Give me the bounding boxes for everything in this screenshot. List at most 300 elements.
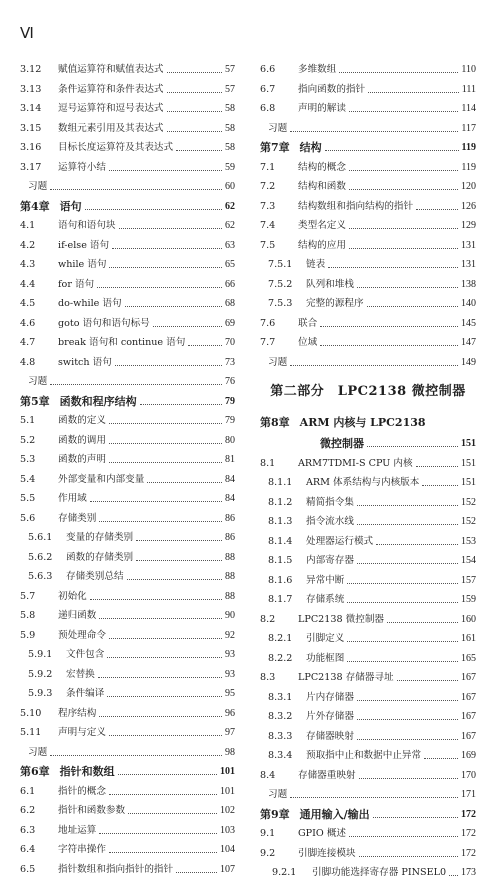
dot-leader xyxy=(109,423,222,424)
page-ref: 157 xyxy=(461,574,476,586)
page-ref: 160 xyxy=(461,613,476,625)
entry-title: 习题 xyxy=(268,789,288,800)
entry-number: 第7章 xyxy=(260,141,290,154)
toc-section xyxy=(20,60,235,80)
page-ref: 114 xyxy=(461,103,476,114)
dot-leader xyxy=(367,446,458,447)
entry-number: 5.4 xyxy=(20,473,36,485)
page-ref: 88 xyxy=(225,571,235,582)
dot-leader xyxy=(357,287,458,288)
entry-number: 8.3.3 xyxy=(268,730,293,742)
entry-number: 7.5.3 xyxy=(268,298,293,309)
entry-title: 外部变量和内部变量 xyxy=(58,473,145,485)
dot-leader xyxy=(347,602,458,603)
entry-title: 宏替换 xyxy=(66,668,95,680)
dot-leader xyxy=(99,833,217,834)
page-ref: 145 xyxy=(461,317,476,329)
toc-section xyxy=(20,801,235,821)
page-ref: 76 xyxy=(225,376,235,387)
page-ref: 138 xyxy=(461,278,476,290)
dot-leader xyxy=(167,111,222,112)
entry-title: 结构数组和指向结构的指针 xyxy=(298,200,414,212)
page-ref: 119 xyxy=(461,161,476,173)
entry-number: 3.13 xyxy=(20,83,42,95)
toc-section xyxy=(260,99,476,119)
page-ref: 169 xyxy=(461,750,476,761)
toc-section xyxy=(260,824,476,844)
entry-number: 5.7 xyxy=(20,590,36,602)
entry-number: 8.4 xyxy=(260,769,276,781)
dot-leader xyxy=(349,248,458,249)
dot-leader xyxy=(136,540,222,541)
dot-leader xyxy=(422,485,458,486)
entry-number: 8.2.1 xyxy=(268,633,293,644)
page-ref: 68 xyxy=(225,298,235,309)
page-ref: 161 xyxy=(461,633,476,644)
toc-section xyxy=(20,840,235,860)
entry-title: 文件包含 xyxy=(66,649,105,660)
dot-leader xyxy=(115,365,222,366)
entry-title: 片外存储器 xyxy=(306,711,354,722)
entry-number: 6.2 xyxy=(20,805,36,816)
page-ref: 58 xyxy=(225,122,235,134)
entry-number: 8.1.5 xyxy=(268,555,293,566)
entry-title: 指针的概念 xyxy=(58,785,106,797)
page-ref: 57 xyxy=(225,83,235,95)
page-ref: 167 xyxy=(461,730,476,742)
entry-number: 4.3 xyxy=(20,259,36,270)
toc-chapter xyxy=(260,138,476,158)
entry-title: GPIO 概述 xyxy=(298,828,347,839)
entry-number: 6.7 xyxy=(260,83,276,95)
dot-leader xyxy=(50,384,222,385)
toc-section xyxy=(20,294,235,314)
dot-leader xyxy=(140,404,222,405)
dot-leader xyxy=(347,641,458,642)
entry-number: 7.5.1 xyxy=(268,259,293,270)
dot-leader xyxy=(119,228,222,229)
toc-section xyxy=(20,587,235,607)
entry-number: 5.2 xyxy=(20,434,36,446)
entry-title: 结构的应用 xyxy=(298,239,346,251)
dot-leader xyxy=(424,758,458,759)
toc-section xyxy=(20,860,235,880)
part-title: 第二部分 LPC2138 微控制器 xyxy=(270,384,466,399)
entry-title: 习题 xyxy=(268,356,288,368)
entry-title: 联合 xyxy=(298,317,318,329)
entry-number: 8.2 xyxy=(260,613,276,625)
entry-title: 条件运算符和条件表达式 xyxy=(58,83,164,95)
entry-title: 习题 xyxy=(28,746,48,758)
toc-chapter xyxy=(260,805,476,825)
dot-leader xyxy=(90,599,222,600)
dot-leader xyxy=(387,622,458,623)
entry-number: 9.1 xyxy=(260,828,276,839)
entry-title: 异常中断 xyxy=(306,574,345,586)
entry-number: 5.3 xyxy=(20,454,36,465)
toc-section xyxy=(20,275,235,295)
toc-section xyxy=(260,236,476,256)
dot-leader xyxy=(176,872,217,873)
toc-subsection xyxy=(20,645,235,665)
entry-number: 7.5 xyxy=(260,239,276,251)
entry-number: 7.7 xyxy=(260,337,276,348)
dot-leader xyxy=(347,661,458,662)
page-ref: 60 xyxy=(225,181,235,192)
page-ref: 81 xyxy=(225,454,235,465)
toc-section xyxy=(20,411,235,431)
dot-leader xyxy=(290,365,458,366)
toc-subsection xyxy=(260,707,476,727)
page-ref: 152 xyxy=(461,496,476,508)
toc-right-column xyxy=(260,60,476,883)
page-ref: 84 xyxy=(225,493,235,504)
page-ref: 117 xyxy=(461,122,476,134)
toc-section xyxy=(260,766,476,786)
entry-title: if-else 语句 xyxy=(58,239,110,251)
entry-title: do-while 语句 xyxy=(58,298,122,309)
page-ref: 79 xyxy=(225,395,235,407)
entry-number: 4.7 xyxy=(20,337,36,348)
entry-title: 存储器重映射 xyxy=(298,769,356,781)
entry-title: 函数的定义 xyxy=(58,415,106,426)
dot-leader xyxy=(416,466,458,467)
toc-section xyxy=(20,158,235,178)
entry-number: 4.2 xyxy=(20,239,36,251)
entry-title: 链表 xyxy=(306,259,326,270)
entry-number: 6.5 xyxy=(20,863,36,875)
toc-section xyxy=(20,236,235,256)
dot-leader xyxy=(153,326,222,327)
dot-leader xyxy=(167,72,222,73)
toc-section xyxy=(20,606,235,626)
entry-title: 变量的存储类别 xyxy=(66,532,134,543)
page-ref: 151 xyxy=(461,457,476,469)
page-ref: 63 xyxy=(225,239,235,251)
entry-title: LPC2138 存储器寻址 xyxy=(298,672,394,683)
dot-leader xyxy=(357,719,458,720)
toc-section xyxy=(20,255,235,275)
entry-title: 存储系统 xyxy=(306,594,345,605)
dot-leader xyxy=(112,248,222,249)
toc-exercises xyxy=(260,353,476,373)
page-ref: 154 xyxy=(461,555,476,566)
dot-leader xyxy=(357,739,458,740)
toc-subsection xyxy=(260,551,476,571)
dot-leader xyxy=(167,92,222,93)
entry-number: 3.15 xyxy=(20,122,42,134)
page-ref: 140 xyxy=(461,298,476,309)
toc-section xyxy=(20,138,235,158)
entry-number: 3.17 xyxy=(20,161,42,173)
toc-exercises xyxy=(20,177,235,197)
dot-leader xyxy=(98,677,222,678)
entry-number: 7.2 xyxy=(260,181,276,192)
dot-leader xyxy=(85,209,222,210)
entry-number: 4.8 xyxy=(20,356,36,368)
entry-title: 语句 xyxy=(59,199,82,213)
dot-leader xyxy=(449,875,458,876)
toc-subsection xyxy=(260,473,476,493)
entry-title: 函数的调用 xyxy=(58,434,106,446)
page-ref: 92 xyxy=(225,629,235,641)
toc-section xyxy=(260,60,476,80)
toc-section xyxy=(260,333,476,353)
entry-number: 9.2 xyxy=(260,847,276,859)
entry-title: 通用输入/输出 xyxy=(299,807,370,821)
page-ref: 167 xyxy=(461,672,476,683)
dot-leader xyxy=(109,267,222,268)
toc-section xyxy=(20,509,235,529)
page-ref: 65 xyxy=(225,259,235,270)
entry-title: 功能框图 xyxy=(306,652,345,664)
entry-number: 3.12 xyxy=(20,64,42,75)
toc-section xyxy=(260,158,476,178)
page-ref: 172 xyxy=(461,808,476,820)
dot-leader xyxy=(359,778,458,779)
toc-section xyxy=(20,80,235,100)
page-ref: 86 xyxy=(225,512,235,524)
page-ref: 59 xyxy=(225,161,235,173)
entry-title: for 语句 xyxy=(58,278,95,290)
entry-number: 8.2.2 xyxy=(268,652,293,664)
entry-number: 8.1.3 xyxy=(268,516,293,527)
toc-subsection xyxy=(260,688,476,708)
entry-number: 5.1 xyxy=(20,415,36,426)
toc-section xyxy=(260,668,476,688)
page-ref: 101 xyxy=(220,785,235,797)
entry-number: 第6章 xyxy=(20,765,50,778)
page-ref: 151 xyxy=(461,438,476,449)
dot-leader xyxy=(347,583,458,584)
page-ref: 88 xyxy=(225,590,235,602)
entry-number: 5.6.3 xyxy=(28,571,53,582)
dot-leader xyxy=(109,638,222,639)
toc-chapter xyxy=(20,392,235,412)
page-ref: 170 xyxy=(461,769,476,781)
page-ref: 96 xyxy=(225,707,235,719)
toc-chapter xyxy=(20,197,235,217)
entry-title: 条件编译 xyxy=(66,688,105,699)
page-ref: 69 xyxy=(225,317,235,329)
toc-section xyxy=(20,353,235,373)
entry-title: 逗号运算符和逗号表达式 xyxy=(58,103,164,114)
dot-leader xyxy=(90,501,222,502)
toc-subsection xyxy=(20,528,235,548)
entry-title: 结构 xyxy=(299,141,322,154)
entry-title: goto 语句和语句标号 xyxy=(58,317,150,329)
toc-exercises xyxy=(20,743,235,763)
toc-section xyxy=(260,454,476,474)
dot-leader xyxy=(176,150,222,151)
dot-leader xyxy=(99,618,222,619)
toc-section xyxy=(260,177,476,197)
entry-number: 8.1.7 xyxy=(268,594,293,605)
dot-leader xyxy=(357,700,458,701)
toc-subsection xyxy=(260,532,476,552)
page-ref: 110 xyxy=(461,64,476,75)
page-ref: 90 xyxy=(225,610,235,621)
toc-subsection xyxy=(260,746,476,766)
toc-subsection xyxy=(20,548,235,568)
dot-leader xyxy=(359,856,458,857)
entry-number: 8.1.4 xyxy=(268,535,293,547)
toc-subsection xyxy=(260,275,476,295)
dot-leader xyxy=(107,696,222,697)
page-ref: 120 xyxy=(461,181,476,192)
entry-number: 6.3 xyxy=(20,824,36,836)
page-ref: 86 xyxy=(225,532,235,543)
entry-title: 引脚功能选择寄存器 PINSEL0 xyxy=(312,867,447,878)
page-ref: 104 xyxy=(220,844,235,855)
entry-title: 指向函数的指针 xyxy=(298,83,366,95)
entry-number: 5.6.2 xyxy=(28,551,53,563)
entry-number: 第5章 xyxy=(20,394,50,408)
toc-chapter xyxy=(20,762,235,782)
page-ref: 167 xyxy=(461,691,476,703)
page-ref: 126 xyxy=(461,200,476,212)
entry-title: 存储类别 xyxy=(58,512,97,524)
page-ref: 172 xyxy=(461,828,476,839)
page-ref: 95 xyxy=(225,688,235,699)
entry-title: ARM 体系结构与内核版本 xyxy=(306,477,420,488)
entry-number: 7.5.2 xyxy=(268,278,293,290)
page-ref: 102 xyxy=(220,805,235,816)
page-ref: 152 xyxy=(461,516,476,527)
toc-subsection xyxy=(260,590,476,610)
toc-section xyxy=(20,99,235,119)
dot-leader xyxy=(376,544,458,545)
toc-chapter-heading xyxy=(260,412,476,434)
entry-title: 声明与定义 xyxy=(58,727,106,738)
page-number: Ⅵ xyxy=(20,26,34,42)
page-ref: 80 xyxy=(225,434,235,446)
entry-number: 4.6 xyxy=(20,317,36,329)
entry-number: 6.8 xyxy=(260,103,276,114)
toc-left-column xyxy=(20,60,235,879)
dot-leader xyxy=(125,306,222,307)
page-ref: 107 xyxy=(220,863,235,875)
entry-title: 引脚连接模块 xyxy=(298,847,356,859)
dot-leader xyxy=(357,505,458,506)
entry-title: 语句和语句块 xyxy=(58,220,116,231)
entry-title: 微控制器 xyxy=(320,437,364,450)
dot-leader xyxy=(349,170,458,171)
entry-title: 程序结构 xyxy=(58,707,97,719)
toc-section xyxy=(20,450,235,470)
toc-subsection xyxy=(260,255,476,275)
entry-number: 9.2.1 xyxy=(272,867,297,878)
page-ref: 159 xyxy=(461,594,476,605)
entry-number: 5.5 xyxy=(20,493,36,504)
page-ref: 58 xyxy=(225,103,235,114)
entry-number: 5.9.1 xyxy=(28,649,53,660)
toc-section xyxy=(260,216,476,236)
dot-leader xyxy=(320,326,458,327)
entry-title: 函数和程序结构 xyxy=(59,394,137,408)
entry-title: 声明的解读 xyxy=(298,103,346,114)
entry-number: 7.3 xyxy=(260,200,276,212)
page-ref: 173 xyxy=(461,867,476,878)
toc-section xyxy=(20,782,235,802)
entry-title: 习题 xyxy=(28,181,48,192)
toc-section xyxy=(260,314,476,334)
entry-number: 4.4 xyxy=(20,278,36,290)
toc-subsection xyxy=(260,863,476,883)
toc-section xyxy=(20,489,235,509)
page-ref: 93 xyxy=(225,668,235,680)
entry-number: 5.9.2 xyxy=(28,668,53,680)
page-ref: 103 xyxy=(220,824,235,836)
page-ref: 97 xyxy=(225,727,235,738)
entry-title: 结构的概念 xyxy=(298,161,346,173)
entry-number: 8.3.1 xyxy=(268,691,293,703)
page-ref: 70 xyxy=(225,337,235,348)
entry-number: 7.6 xyxy=(260,317,276,329)
entry-number: 5.10 xyxy=(20,707,42,719)
dot-leader xyxy=(397,680,458,681)
dot-leader xyxy=(367,306,458,307)
entry-title: break 语句和 continue 语句 xyxy=(58,337,186,348)
entry-title: 赋值运算符和赋值表达式 xyxy=(58,64,164,75)
dot-leader xyxy=(128,813,217,814)
dot-leader xyxy=(349,836,458,837)
entry-title: 预取指中止和数据中止异常 xyxy=(306,750,422,761)
entry-number: 5.11 xyxy=(20,727,42,738)
dot-leader xyxy=(188,345,222,346)
toc-section xyxy=(20,216,235,236)
dot-leader xyxy=(109,735,222,736)
entry-title: ARM7TDMI-S CPU 内核 xyxy=(298,457,413,469)
dot-leader xyxy=(109,852,217,853)
entry-number: 7.4 xyxy=(260,220,276,231)
dot-leader xyxy=(349,228,458,229)
dot-leader xyxy=(416,209,458,210)
dot-leader xyxy=(109,443,222,444)
dot-leader xyxy=(357,563,458,564)
page-ref: 98 xyxy=(225,746,235,758)
toc-subsection xyxy=(260,629,476,649)
dot-leader xyxy=(290,131,458,132)
toc-section xyxy=(260,610,476,630)
entry-number: 8.1 xyxy=(260,457,276,469)
entry-number: 4.1 xyxy=(20,220,36,231)
toc-subsection xyxy=(260,571,476,591)
entry-title: 引脚定义 xyxy=(306,633,345,644)
page-ref: 79 xyxy=(225,415,235,426)
entry-number: 5.9 xyxy=(20,629,36,641)
dot-leader xyxy=(325,150,459,151)
page-ref: 62 xyxy=(225,200,235,212)
dot-leader xyxy=(167,131,222,132)
chapter-title: ARM 内核与 LPC2138 xyxy=(299,416,426,429)
entry-number: 第4章 xyxy=(20,199,50,213)
toc-subsection xyxy=(20,567,235,587)
entry-title: 作用域 xyxy=(58,493,87,504)
entry-title: 习题 xyxy=(28,376,48,387)
entry-title: LPC2138 微控制器 xyxy=(298,613,385,625)
entry-number: 6.6 xyxy=(260,64,276,75)
page-ref: 93 xyxy=(225,649,235,660)
entry-number: 8.3 xyxy=(260,672,276,683)
page-ref: 167 xyxy=(461,711,476,722)
entry-number: 3.14 xyxy=(20,103,42,114)
toc-section xyxy=(20,821,235,841)
entry-number: 8.3.2 xyxy=(268,711,293,722)
dot-leader xyxy=(373,817,458,818)
toc-exercises xyxy=(20,372,235,392)
entry-number: 8.1.2 xyxy=(268,496,293,508)
